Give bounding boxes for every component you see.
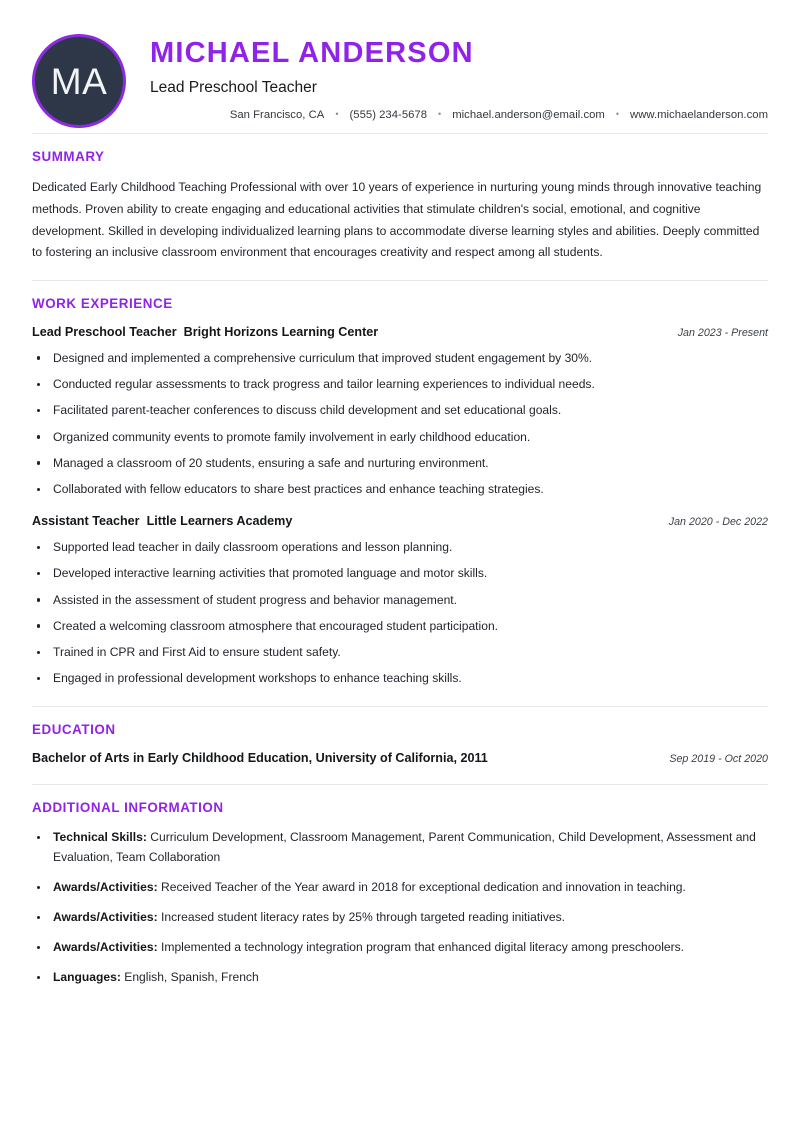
work-job-title: Assistant Teacher bbox=[32, 513, 140, 528]
section-summary bbox=[32, 134, 768, 279]
section-education bbox=[32, 707, 768, 784]
info-value: Curriculum Development, Classroom Management, Parent Communication, Child Development, Assessment and Evaluation, Team Collaboration bbox=[53, 830, 756, 865]
contact-website[interactable]: www.michaelanderson.com bbox=[630, 109, 768, 122]
education-entry-date: Sep 2019 - Oct 2020 bbox=[669, 753, 768, 766]
section-additional-information bbox=[32, 785, 768, 1003]
info-label: Awards/Activities: bbox=[53, 940, 158, 955]
bullet-item: Facilitated parent-teacher conferences to discuss child development and set educational goals. bbox=[32, 401, 768, 420]
info-value: Increased student literacy rates by 25% through targeted reading initiatives. bbox=[161, 910, 566, 925]
bullet-separator-icon: • bbox=[615, 108, 620, 119]
contact-email[interactable]: michael.anderson@email.com bbox=[452, 109, 605, 122]
bullet-item: Designed and implemented a comprehensive curriculum that improved student engagement by 30%. bbox=[32, 349, 768, 368]
work-job-title: Lead Preschool Teacher bbox=[32, 324, 177, 339]
education-entry-header bbox=[32, 750, 768, 766]
contact-line bbox=[150, 109, 768, 121]
list-item bbox=[32, 878, 768, 898]
bullet-item: Conducted regular assessments to track progress and tailor learning experiences to individual needs. bbox=[32, 375, 768, 394]
work-entry-header bbox=[32, 513, 768, 529]
resume-header bbox=[32, 0, 768, 133]
section-title-education: EDUCATION bbox=[32, 722, 116, 738]
section-work-experience bbox=[32, 281, 768, 707]
info-label: Languages: bbox=[53, 970, 121, 985]
bullet-item: Organized community events to promote family involvement in early childhood education. bbox=[32, 428, 768, 447]
work-entry bbox=[32, 324, 768, 499]
list-item bbox=[32, 828, 768, 867]
education-degree: Bachelor of Arts in Early Childhood Education, University of California, 2011 bbox=[32, 751, 488, 766]
work-entry-title bbox=[32, 324, 378, 340]
bullet-item: Trained in CPR and First Aid to ensure student safety. bbox=[32, 643, 768, 662]
list-item bbox=[32, 938, 768, 958]
contact-phone[interactable]: (555) 234-5678 bbox=[349, 109, 428, 122]
avatar bbox=[32, 34, 126, 128]
work-bullet-list bbox=[32, 538, 768, 688]
bullet-item: Assisted in the assessment of student progress and behavior management. bbox=[32, 591, 768, 610]
bullet-separator-icon: • bbox=[335, 108, 339, 119]
work-entry bbox=[32, 513, 768, 688]
work-entry-header bbox=[32, 324, 768, 340]
work-bullet-list bbox=[32, 349, 768, 499]
bullet-item: Engaged in professional development workshops to enhance teaching skills. bbox=[32, 669, 768, 688]
avatar-initials: MA bbox=[50, 60, 108, 102]
education-entry bbox=[32, 750, 768, 766]
info-value: Implemented a technology integration program that enhanced digital literacy among preschoolers. bbox=[161, 940, 685, 955]
bullet-item: Collaborated with fellow educators to share best practices and enhance teaching strategies. bbox=[32, 480, 768, 499]
additional-info-list bbox=[32, 828, 768, 987]
header-text-block bbox=[150, 24, 768, 121]
work-company: Bright Horizons Learning Center bbox=[183, 324, 379, 339]
info-label: Technical Skills: bbox=[53, 830, 147, 845]
work-entry-date: Jan 2020 - Dec 2022 bbox=[668, 515, 768, 528]
page-title: MICHAEL ANDERSON bbox=[150, 37, 474, 69]
info-label: Awards/Activities: bbox=[53, 880, 158, 895]
bullet-item: Supported lead teacher in daily classroom operations and lesson planning. bbox=[32, 538, 768, 557]
list-item bbox=[32, 908, 768, 928]
info-value: Received Teacher of the Year award in 2018 for exceptional dedication and innovation in teaching. bbox=[161, 880, 686, 895]
bullet-item: Managed a classroom of 20 students, ensuring a safe and nurturing environment. bbox=[32, 454, 768, 473]
work-entry-title bbox=[32, 513, 292, 529]
summary-text: Dedicated Early Childhood Teaching Professional with over 10 years of experience in nurturing young minds through innovative teaching methods. Proven ability to create engaging and educational activities that stimulate children's social, emotional, and cognitive development. Skilled in developing individualized learning plans to accommodate diverse learning styles and abilities. Deeply committed to fostering an inclusive classroom environment that encourages creativity and respect among all students. bbox=[32, 180, 762, 260]
contact-location: San Francisco, CA bbox=[229, 109, 325, 122]
section-title-additional-information: ADDITIONAL INFORMATION bbox=[32, 800, 224, 816]
avatar-container bbox=[32, 24, 128, 120]
bullet-separator-icon: • bbox=[438, 108, 442, 119]
list-item bbox=[32, 968, 768, 988]
info-label: Awards/Activities: bbox=[53, 910, 158, 925]
info-value: English, Spanish, French bbox=[124, 970, 259, 985]
bullet-item: Developed interactive learning activities that promoted language and motor skills. bbox=[32, 564, 768, 583]
work-entry-date: Jan 2023 - Present bbox=[677, 326, 768, 339]
job-headline: Lead Preschool Teacher bbox=[150, 78, 317, 96]
bullet-item: Created a welcoming classroom atmosphere that encouraged student participation. bbox=[32, 617, 768, 636]
work-company: Little Learners Academy bbox=[146, 513, 293, 528]
section-title-work-experience: WORK EXPERIENCE bbox=[32, 295, 173, 311]
section-title-summary: SUMMARY bbox=[32, 149, 105, 165]
